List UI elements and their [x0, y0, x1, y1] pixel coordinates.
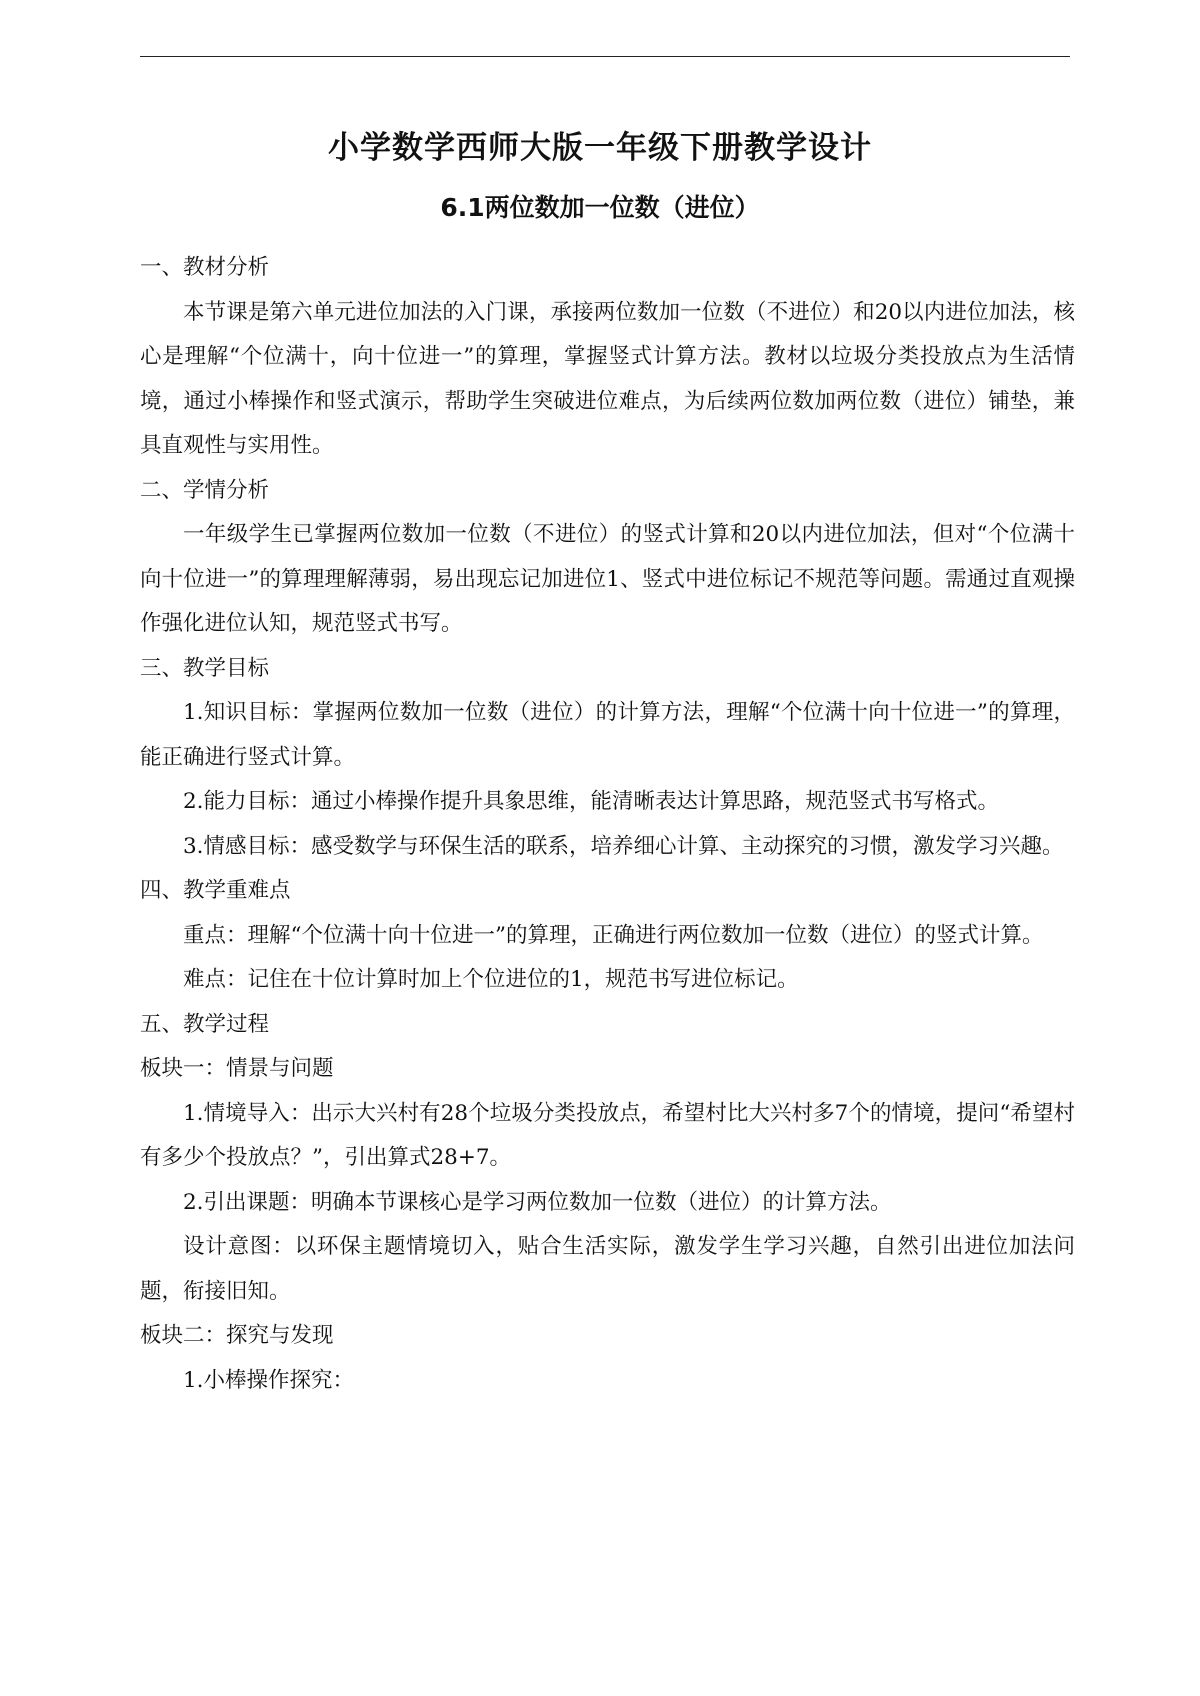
document-body	[140, 246, 1075, 1403]
paragraph: 1.知识目标：掌握两位数加一位数（进位）的计算方法，理解“个位满十向十位进一”的算理，能正确进行竖式计算。	[140, 700, 1075, 770]
header-rule	[140, 56, 1070, 57]
section-heading: 三、教学目标	[140, 655, 270, 681]
section-heading: 板块一：情景与问题	[140, 1056, 334, 1081]
paragraph: 1.情境导入：出示大兴村有28个垃圾分类投放点，希望村比大兴村多7个的情境，提问“希望村有多少个投放点？”，引出算式28+7。	[140, 1100, 1075, 1170]
paragraph: 重点：理解“个位满十向十位进一”的算理，正确进行两位数加一位数（进位）的竖式计算。	[183, 922, 1044, 948]
section-heading: 板块二：探究与发现	[140, 1323, 334, 1348]
section-heading: 五、教学过程	[140, 1011, 270, 1037]
section-heading: 一、教材分析	[140, 255, 270, 280]
paragraph: 3.情感目标：感受数学与环保生活的联系，培养细心计算、主动探究的习惯，激发学习兴趣。	[183, 833, 1064, 859]
paragraph: 难点：记住在十位计算时加上个位进位的1，规范书写进位标记。	[183, 967, 799, 992]
paragraph: 2.引出课题：明确本节课核心是学习两位数加一位数（进位）的计算方法。	[183, 1189, 892, 1215]
section-heading: 二、学情分析	[140, 477, 270, 503]
paragraph: 一年级学生已掌握两位数加一位数（不进位）的竖式计算和20以内进位加法，但对“个位满十向十位进一”的算理理解薄弱，易出现忘记加进位1、竖式中进位标记不规范等问题。需通过直观操作强化进位认知，规范竖式书写。	[140, 522, 1075, 636]
paragraph: 2.能力目标：通过小棒操作提升具象思维，能清晰表达计算思路，规范竖式书写格式。	[183, 789, 1000, 814]
paragraph: 1.小棒操作探究：	[183, 1367, 355, 1393]
document-title: 小学数学西师大版一年级下册教学设计	[328, 130, 872, 166]
paragraph: 本节课是第六单元进位加法的入门课，承接两位数加一位数（不进位）和20以内进位加法，核心是理解“个位满十，向十位进一”的算理，掌握竖式计算方法。教材以垃圾分类投放点为生活情境，通过小棒操作和竖式演示，帮助学生突破进位难点，为后续两位数加两位数（进位）铺垫，兼具直观性与实用性。	[140, 299, 1075, 458]
section-heading: 四、教学重难点	[140, 878, 291, 903]
lesson-title: 6.1两位数加一位数（进位）	[440, 193, 760, 222]
paragraph: 设计意图：以环保主题情境切入，贴合生活实际，激发学生学习兴趣，自然引出进位加法问题，衔接旧知。	[140, 1234, 1075, 1304]
